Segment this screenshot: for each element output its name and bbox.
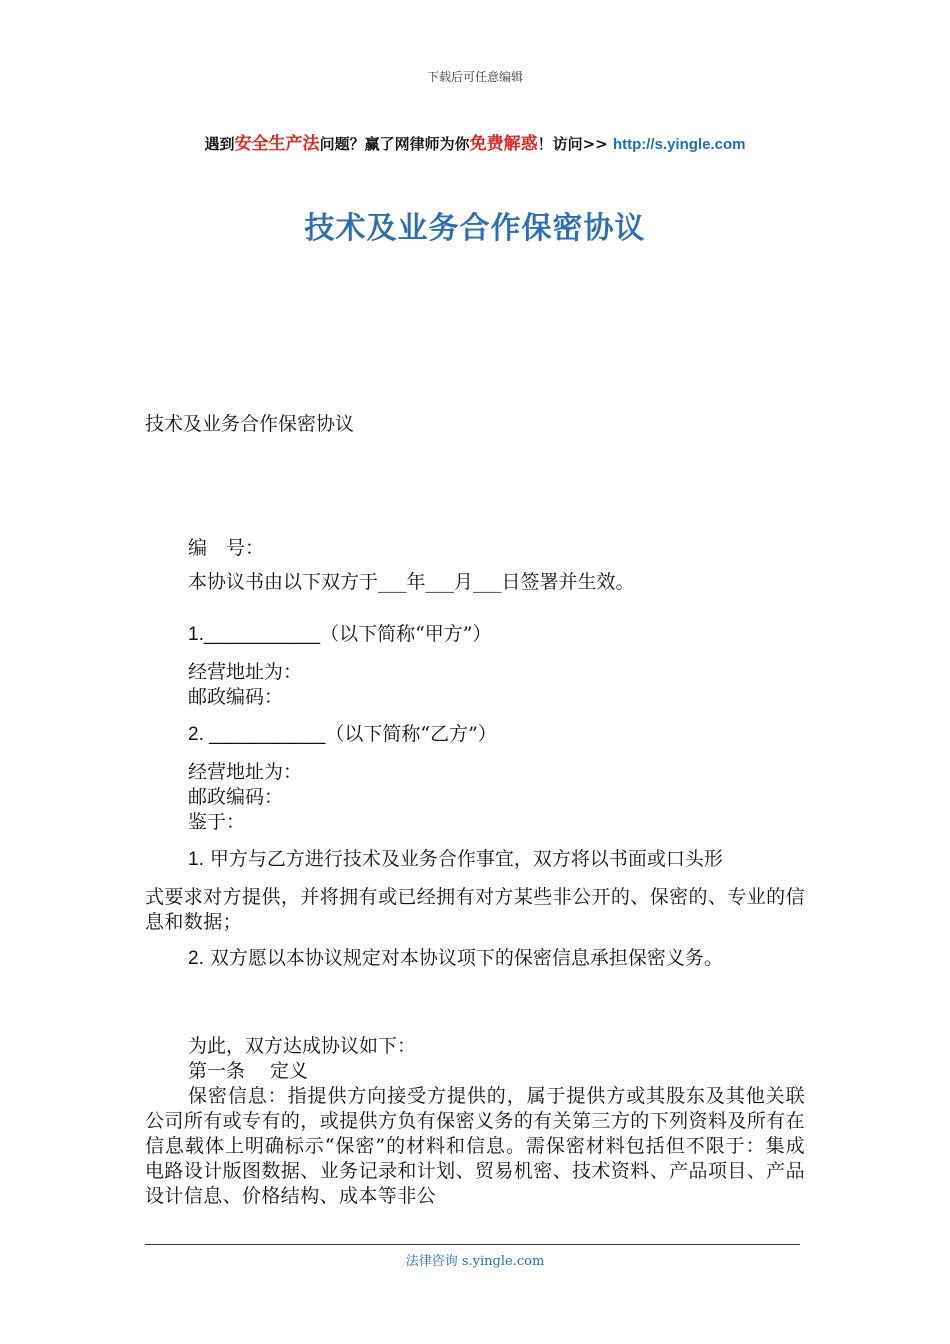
article-1-heading: 第一条 定义: [188, 1060, 309, 1082]
recital-2: [188, 946, 723, 971]
promo-text-1: 遇到: [204, 135, 235, 153]
recital-1-continued: 式要求对方提供，并将拥有或已经拥有对方某些非公开的、保密的、专业的信息和数据；: [145, 886, 805, 933]
recital-2-text: 双方愿以本协议规定对本协议项下的保密信息承担保密义务。: [203, 947, 723, 969]
document-title: 技术及业务合作保密协议: [304, 211, 646, 246]
party-b-number: 2. ___________: [188, 724, 326, 745]
promo-banner: [0, 129, 950, 154]
promo-text-2: 问题？赢了网律师为你: [319, 135, 470, 153]
party-b-address: 经营地址为：: [188, 761, 303, 783]
recital-1-line1: [188, 847, 723, 872]
party-a-label: （以下简称“甲方”）: [320, 623, 492, 645]
recital-2-number: 2.: [188, 948, 204, 969]
promo-link[interactable]: http://s.yingle.com: [612, 136, 746, 153]
promo-highlight-law: 安全生产法: [234, 134, 320, 154]
footer-text: 法律咨询 s.yingle.com: [405, 1254, 545, 1269]
confidential-info-definition: 保密信息：指提供方向接受方提供的，属于提供方或其股东及其他关联公司所有或专有的，或提供方负有保密义务的有关第三方的下列资料及所有在信息载体上明确标示“保密”的材料和信息。需保密材料包括但不限于：集成电路设计版图数据、业务记录和计划、贸易机密、技术资料、产品项目、产品设计信息、价格结构、成本等非公: [145, 1085, 805, 1207]
party-b-postcode: 邮政编码：: [188, 786, 284, 808]
footer-divider: [145, 1244, 800, 1245]
promo-text-3: ！访问>>: [537, 135, 613, 153]
recital-1-text: 甲方与乙方进行技术及业务合作事宜，双方将以书面或口头形: [203, 848, 723, 870]
header-note: 下载后可任意编辑: [426, 70, 523, 84]
whereas-label: 鉴于：: [188, 811, 246, 833]
recital-1-number: 1.: [188, 849, 204, 870]
party-a-number: 1.___________: [188, 624, 321, 645]
promo-highlight-free: 免费解惑: [469, 134, 538, 154]
party-a-postcode: 邮政编码：: [188, 686, 284, 708]
signing-date-line: 本协议书由以下双方于___年___月___日签署并生效。: [188, 571, 635, 593]
party-b-line: [188, 722, 497, 747]
party-b-label: （以下简称“乙方”）: [325, 723, 497, 745]
document-subtitle: 技术及业务合作保密协议: [145, 413, 355, 435]
agreement-intro: 为此，双方达成协议如下：: [188, 1035, 417, 1057]
party-a-address: 经营地址为：: [188, 661, 303, 683]
party-a-line: [188, 622, 492, 647]
number-field: 编 号：: [188, 537, 265, 559]
